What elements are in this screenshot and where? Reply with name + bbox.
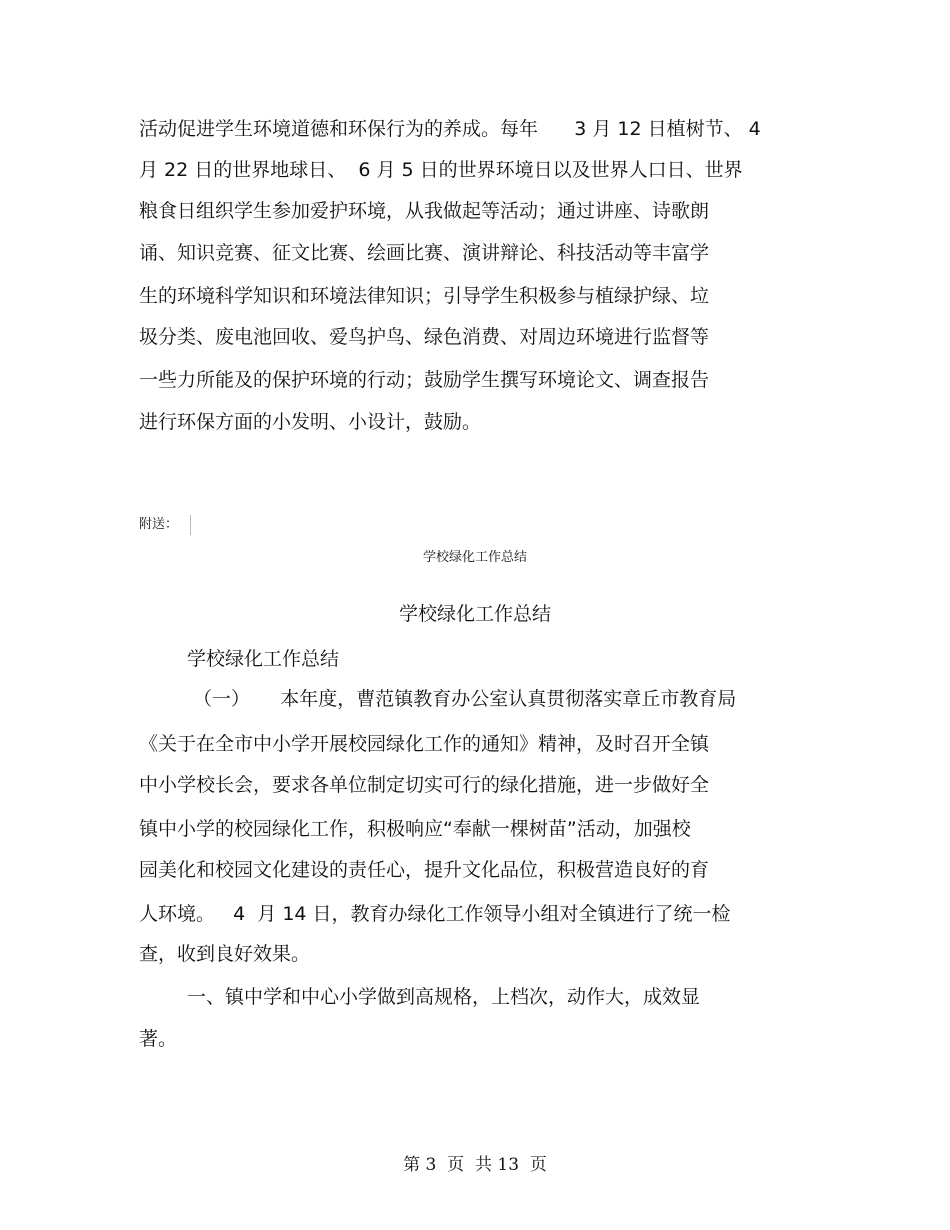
text-line: 诵、知识竞赛、征文比赛、绘画比赛、演讲辩论、科技活动等丰富学 bbox=[139, 242, 710, 264]
text-line: 中小学校长会，要求各单位制定切实可行的绿化措施，进一步做好全 bbox=[139, 774, 710, 796]
attachment-label bbox=[139, 514, 191, 536]
text-line: 著。 bbox=[139, 1028, 178, 1050]
text-line: 粮食日组织学生参加爱护环境，从我做起等活动；通过讲座、诗歌朗 bbox=[139, 200, 710, 222]
text-line: 园美化和校园文化建设的责任心，提升文化品位，积极营造良好的育 bbox=[139, 859, 710, 881]
text-line: 查，收到良好效果。 bbox=[139, 943, 311, 965]
text-line: （一） 本年度，曹范镇教育办公室认真贯彻落实章丘市教育局 bbox=[193, 688, 737, 710]
section-subtitle: 学校绿化工作总结 bbox=[187, 648, 340, 670]
attachment-label-text: 附送： bbox=[139, 517, 179, 532]
text-line: 一些力所能及的保护环境的行动；鼓励学生撰写环境论文、调查报告 bbox=[139, 369, 710, 391]
document-title: 学校绿化工作总结 bbox=[398, 603, 551, 625]
page-number-footer: 第 3 页 共 13 页 bbox=[403, 1155, 547, 1175]
text-line: 《关于在全市中小学开展校园绿化工作的通知》精神，及时召开全镇 bbox=[139, 733, 710, 755]
small-title: 学校绿化工作总结 bbox=[422, 550, 527, 565]
text-cursor-divider bbox=[190, 515, 191, 535]
text-line: 镇中小学的校园绿化工作，积极响应“奉献一棵树苗”活动，加强校 bbox=[139, 818, 691, 840]
text-line: 活动促进学生环境道德和环保行为的养成。每年 3 月 12 日植树节、 4 bbox=[139, 118, 761, 140]
text-line: 圾分类、废电池回收、爱鸟护鸟、绿色消费、对周边环境进行监督等 bbox=[139, 326, 710, 348]
text-line: 生的环境科学知识和环境法律知识；引导学生积极参与植绿护绿、垃 bbox=[139, 285, 710, 307]
text-line: 进行环保方面的小发明、小设计，鼓励。 bbox=[139, 411, 482, 433]
text-line: 一、镇中学和中心小学做到高规格，上档次，动作大，成效显 bbox=[187, 986, 701, 1008]
text-line: 月 22 日的世界地球日、 6 月 5 日的世界环境日以及世界人口日、世界 bbox=[139, 159, 743, 181]
text-line: 人环境。 4 月 14 日，教育办绿化工作领导小组对全镇进行了统一检 bbox=[139, 903, 731, 925]
